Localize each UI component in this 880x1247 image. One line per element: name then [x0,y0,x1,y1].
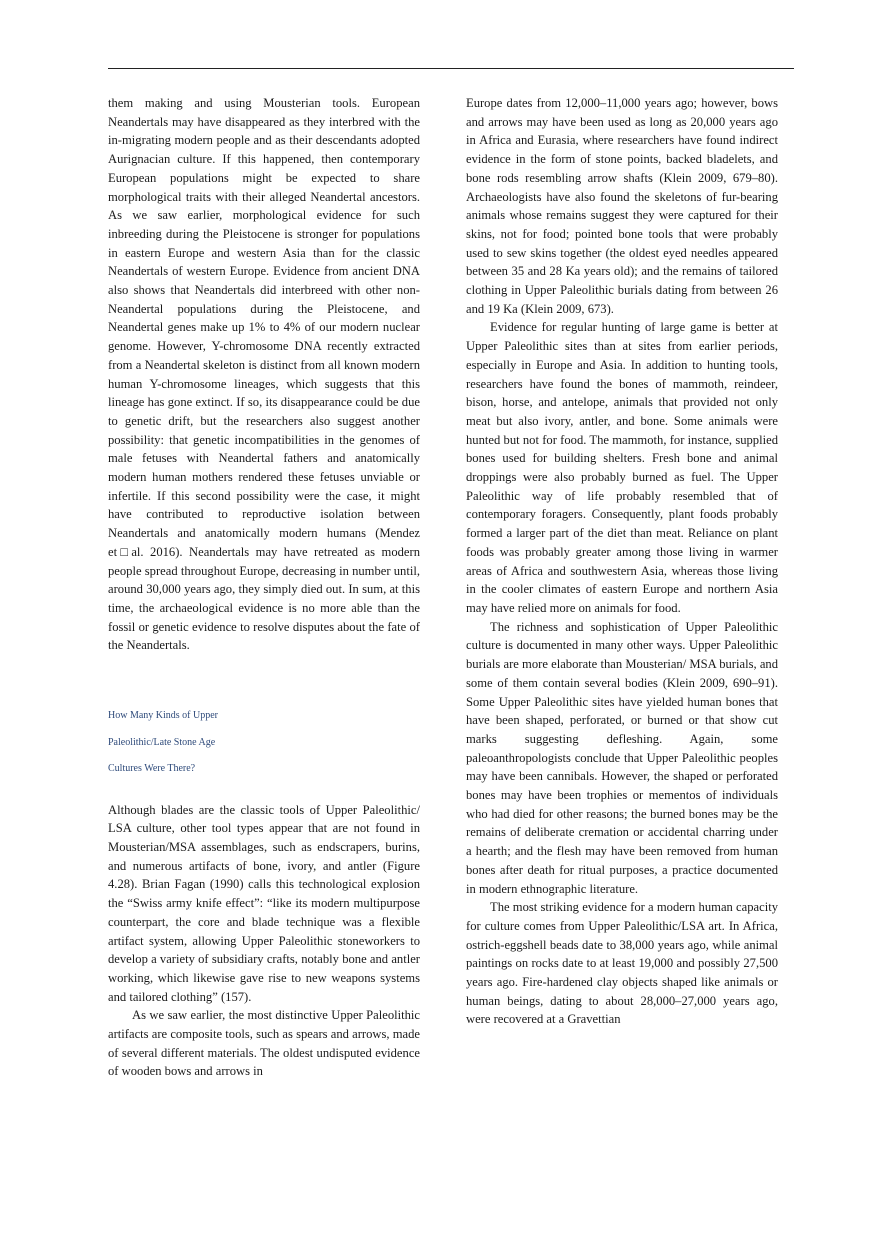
body-paragraph: Although blades are the classic tools of Upper Paleolithic/ LSA culture, other tool types appear that are not found in Mousterian/MSA assemblages, such as endscrapers, burins, and numerous artifacts of bone, ivory, and antler (Figure 4.28). Brian Fagan (1990) calls this technological explosion the “Swiss army knife effect”: “like its modern multipurpose counterpart, the core and blade technique was a flexible artifact system, allowing Upper Paleolithic stoneworkers to develop a variety of subsidiary crafts, notably bone and antler working, which likewise gave rise to new weapons systems and tailored clothing” (157). [108,802,420,1004]
body-paragraph: The most striking evidence for a modern human capacity for culture comes from Upper Paleolithic/LSA art. In Africa, ostrich-eggshell beads date to 38,000 years ago, while animal paintings on rocks date to at least 19,000 and possibly 27,500 years ago. Fire-hardened clay objects shaped like animals or human beings, dating to about 28,000–27,000 years ago, were recovered at a Gravettian [466,900,778,1027]
section-heading-line: Cultures Were There? [108,763,196,775]
body-paragraph: The richness and sophistication of Upper Paleolithic culture is documented in many other ways. Upper Paleolithic burials are more elaborate than Mousterian/ MSA burials, and some of them contain several bodies (Klein 2009, 690–91). Some Upper Paleolithic sites have yielded human bones that have been shaped, perforated, or burned or that show cut marks suggesting defleshing. Again, some paleoanthropologists conclude that Upper Paleolithic peoples may have been cannibals. However, the shaped or perforated bones may have been trophies or mementos of individuals who had died for other reasons; the burned bones may be the remains of deliberate cremation or accidental charring under a hearth; and the flesh may have been removed from human bones after death for ritual purposes, a practice documented in modern ethnographic literature. [466,619,778,896]
body-paragraph: Europe dates from 12,000–11,000 years ago; however, bows and arrows may have been used as long as 20,000 years ago in Africa and Eurasia, where researchers have found indirect evidence in the form of stone points, backed bladelets, and bone rods resembling arrow shafts (Klein 2009, 679–80). Archaeologists have also found the skeletons of fur-bearing animals whose remains suggest they were captured for their skins, not for food; pointed bone tools that were probably used to sew skins together (the oldest eyed needles appeared between 35 and 28 Ka years old); and the remains of tailored clothing in Upper Paleolithic burials dating from between 26 and 19 Ka (Klein 2009, 673). [466,96,778,316]
section-heading-line: Paleolithic/Late Stone Age [108,736,216,748]
body-paragraph: As we saw earlier, the most distinctive Upper Paleolithic artifacts are composite tools, such as spears and arrows, made of several different materials. The oldest undisputed evidence of wooden bows and arrows in [108,1008,420,1079]
section-heading-line: How Many Kinds of Upper [108,710,218,722]
header-rule [108,68,794,69]
section-heading [108,703,420,783]
body-paragraph: them making and using Mousterian tools. European Neandertals may have disappeared as they interbred with the in-migrating modern people and as their descendants adopted Aurignacian culture. If this happened, then contemporary European populations might be expected to share morphological traits with their alleged Neandertal ancestors. As we saw earlier, morphological evidence for such inbreeding during the Pleistocene is stronger for populations in eastern Europe and western Asia than for the classic Neandertals of western Europe. Evidence from ancient DNA also shows that Neandertals did interbreed with other non-Neandertal populations during the Pleistocene, and Neandertal genes make up 1% to 4% of our modern nuclear genome. However, Y-chromosome DNA recently extracted from a Neandertal skeleton is distinct from all known modern human Y-chromosome lineages, which suggests that this lineage has gone extinct. If so, its disappearance could be due to genetic drift, but the researchers also suggest another possibility: that genetic incompatibilities in the genomes of male fetuses with Neandertal fathers and anatomically modern human mothers rendered these fetuses unviable or infertile. If this second possibility were the case, it might have contributed to reproductive isolation between Neandertals and anatomically modern humans (Mendez et□al. 2016). Neandertals may have retreated as modern people spread throughout Europe, decreasing in number until, around 30,000 years ago, they simply died out. In sum, at this time, the archaeological evidence is no more able than the fossil or genetic evidence to resolve disputes about the fate of the Neandertals. [108,96,420,653]
right-column [466,94,778,1029]
left-column [108,94,420,1081]
body-paragraph: Evidence for regular hunting of large game is better at Upper Paleolithic sites than at sites from earlier periods, especially in Europe and Asia. In addition to hunting tools, researchers have found the bones of mammoth, reindeer, bison, horse, and antelope, animals that provided not only meat but also ivory, antler, and bone. Some animals were hunted but not for food. The mammoth, for instance, supplied bones used for building shelters. Fresh bone and animal droppings were also probably burned as fuel. The Upper Paleolithic way of life probably resembled that of contemporary foragers. Consequently, plant foods probably formed a larger part of the diet than meat. Reliance on plant foods was probably greater among those living in warmer areas of Africa and southwestern Asia, whereas those living in the cooler climates of eastern Europe and northern Asia may have relied more on animals for food. [466,320,778,615]
